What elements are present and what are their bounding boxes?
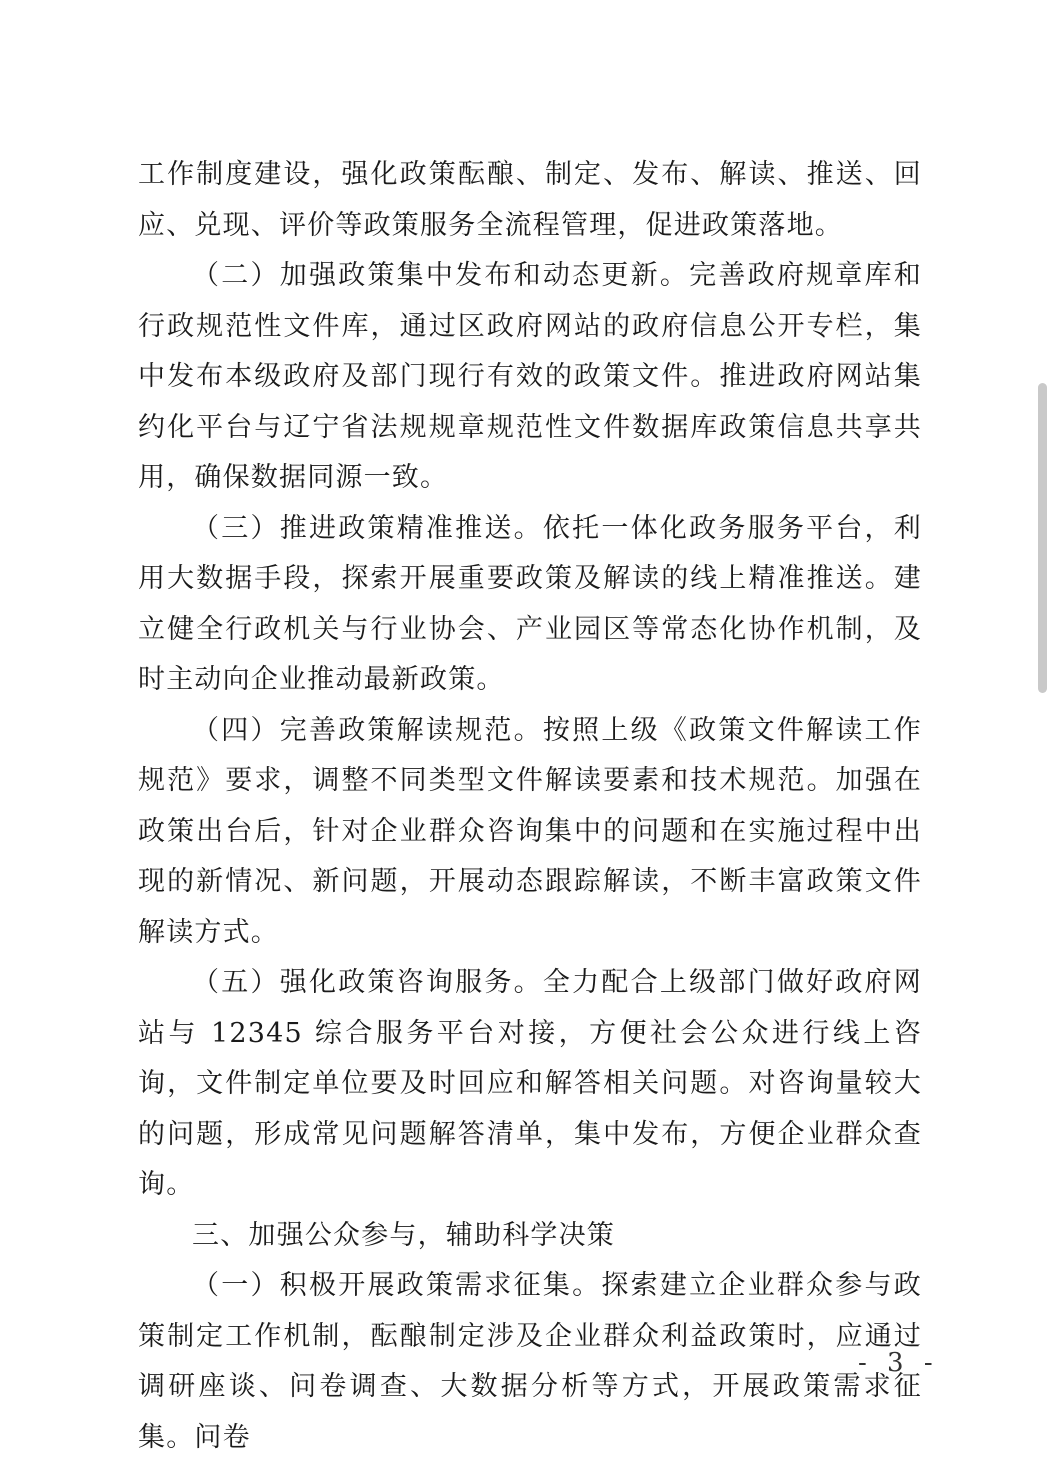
paragraph-section-5 <box>138 958 922 1211</box>
paragraph-text: 依托一体化政务服务平台，利用大数据手段，探索开展重要政策及解读的线上精准推送。建立健全行政机关与行业协会、产业园区等常态化协作机制，及时主动向企业推动最新政策。 <box>138 512 922 695</box>
paragraph-lead: （三）推进政策精准推送。 <box>192 512 543 544</box>
paragraph-text: 完善政府规章库和行政规范性文件库，通过区政府网站的政府信息公开专栏，集中发布本级政府及部门现行有效的政策文件。推进政府网站集约化平台与辽宁省法规规章规范性文件数据库政策信息共享共用，确保数据同源一致。 <box>138 260 922 493</box>
paragraph-subsection-1 <box>138 1261 922 1463</box>
document-body <box>138 150 922 1463</box>
section-heading: 三、加强公众参与，辅助科学决策 <box>192 1219 615 1251</box>
paragraph-section-3 <box>138 504 922 706</box>
paragraph-continued <box>138 150 922 251</box>
paragraph-text: 按照上级《政策文件解读工作规范》要求，调整不同类型文件解读要素和技术规范。加强在政策出台后，针对企业群众咨询集中的问题和在实施过程中出现的新情况、新问题，开展动态跟踪解读，不断丰富政策文件解读方式。 <box>138 714 922 948</box>
scrollbar-thumb[interactable] <box>1038 383 1047 693</box>
paragraph-text: 全力配合上级部门做好政府网站与 12345 综合服务平台对接，方便社会公众进行线上咨询，文件制定单位要及时回应和解答相关问题。对咨询量较大的问题，形成常见问题解答清单，集中发布，方便企业群众查询。 <box>138 967 922 1200</box>
paragraph-section-4 <box>138 706 922 959</box>
paragraph-lead: （四）完善政策解读规范。 <box>192 714 543 746</box>
paragraph-lead: （一）积极开展政策需求征集。 <box>192 1270 602 1301</box>
paragraph-section-2 <box>138 251 922 504</box>
page-number: - 3 - <box>858 1348 939 1378</box>
paragraph-lead: （五）强化政策咨询服务。 <box>192 967 543 998</box>
paragraph-lead: （二）加强政策集中发布和动态更新。 <box>192 260 690 291</box>
paragraph-text: 工作制度建设，强化政策酝酿、制定、发布、解读、推送、回应、兑现、评价等政策服务全流程管理，促进政策落地。 <box>138 159 922 241</box>
paragraph-text: 探索建立企业群众参与政策制定工作机制，酝酿制定涉及企业群众利益政策时，应通过调研座谈、问卷调查、大数据分析等方式，开展政策需求征集。问卷 <box>138 1270 922 1453</box>
